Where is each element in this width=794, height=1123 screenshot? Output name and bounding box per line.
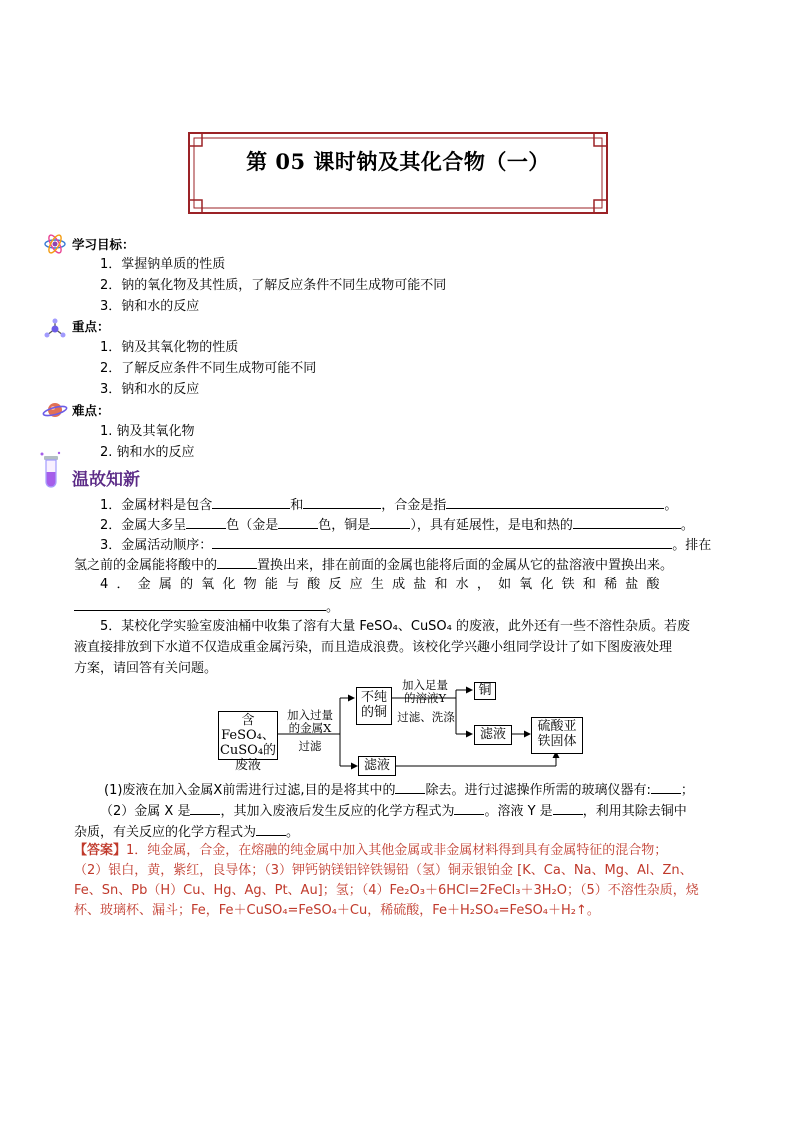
filtrate-box: 滤液 — [474, 725, 512, 745]
atom-icon — [44, 234, 66, 254]
question-3: 3．金属活动顺序： 。排在 — [100, 535, 711, 554]
impure-copper-box: 不纯 的铜 — [356, 687, 392, 725]
test-tube-icon — [38, 450, 64, 490]
answer-line-3: Fe、Sn、Pb（H）Cu、Hg、Ag、Pt、Au]；氢；（4）Fe₂O₃＋6HCl=2FeCl₃＋3H₂O；（5）不溶性杂质，烧 — [74, 883, 699, 898]
key-point-item: 3．钠和水的反应 — [100, 382, 200, 397]
goal-item: 3．钠和水的反应 — [100, 299, 200, 314]
question-4-cont: 。 — [74, 597, 339, 616]
question-5-line3: 方案，请回答有关问题。 — [74, 661, 218, 676]
question-5-sub1: (1)废液在加入金属X前需进行过滤,目的是将其中的 除去。进行过滤操作所需的玻璃仪器有: ； — [104, 780, 694, 799]
difficulty-item: 2. 钠和水的反应 — [100, 445, 195, 460]
planet-icon — [42, 399, 68, 421]
filter-label: 过滤 — [298, 739, 322, 753]
question-2: 2．金属大多呈 色（金是 色，铜是 ），具有延展性，是电和热的 。 — [100, 515, 694, 534]
answer-line-1: 【答案】1．纯金属，合金，在熔融的纯金属中加入其他金属或非金属材料得到具有金属特征的混合物； — [74, 843, 668, 858]
question-5-sub2-cont: 杂质，有关反应的化学方程式为 。 — [74, 822, 299, 841]
key-point-item: 2．了解反应条件不同生成物可能不同 — [100, 361, 317, 376]
goals-heading: 学习目标： — [72, 237, 135, 252]
add-solution-y-label: 加入足量 的溶液Y — [402, 678, 448, 705]
goal-item: 2．钠的氧化物及其性质，了解反应条件不同生成物可能不同 — [100, 278, 447, 293]
key-points-heading: 重点： — [72, 319, 110, 334]
question-5-line1: 5．某校化学实验室废油桶中收集了溶有大量 FeSO₄、CuSO₄ 的废液，此外还有一些不溶性杂质。若废 — [100, 619, 691, 634]
waste-liquid-box: 含FeSO₄、 CuSO₄的 废液 — [219, 713, 277, 773]
copper-box: 铜 — [474, 682, 496, 700]
page-title: 第 05 课时钠及其化合物（一） — [246, 149, 550, 174]
difficulties-heading: 难点： — [72, 403, 110, 418]
question-1: 1．金属材料是包含 和 ，合金是指 。 — [100, 495, 677, 514]
answer-line-2: （2）银白，黄，紫红，良导体；（3）钾钙钠镁铝锌铁锡铅（氢）铜汞银铂金 [K、Ca、Na、Mg、Al、Zn、 — [74, 863, 693, 878]
question-4: 4．金属的氧化物能与酸反应生成盐和水，如氧化铁和稀盐酸 — [100, 577, 668, 592]
question-5-sub2: （2）金属 X 是 ，其加入废液后发生反应的化学方程式为 。溶液 Y 是 ，利用其除去铜中 — [100, 801, 687, 820]
add-metal-x-label: 加入过量 的金属X — [287, 708, 333, 735]
review-heading: 温故知新 — [72, 470, 140, 490]
molecule-icon — [44, 318, 66, 340]
question-5-line2: 液直接排放到下水道不仅造成重金属污染，而且造成浪费。该校化学兴趣小组同学设计了如下图废液处理 — [74, 640, 673, 655]
key-point-item: 1．钠及其氧化物的性质 — [100, 340, 239, 355]
product-box: 硫酸亚 铁固体 — [531, 717, 583, 754]
filter-wash-label: 过滤、洗涤 — [397, 710, 455, 724]
filtrate-box-2: 滤液 — [358, 756, 396, 776]
answer-line-4: 杯、玻璃杯、漏斗；Fe，Fe＋CuSO₄=FeSO₄＋Cu，稀硫酸，Fe＋H₂SO₄=FeSO₄＋H₂↑。 — [74, 903, 600, 918]
goal-item: 1．掌握钠单质的性质 — [100, 257, 226, 272]
difficulty-item: 1. 钠及其氧化物 — [100, 424, 195, 439]
question-3-cont: 氢之前的金属能将酸中的 置换出来，排在前面的金属也能将后面的金属从它的盐溶液中置换出来。 — [74, 555, 673, 574]
